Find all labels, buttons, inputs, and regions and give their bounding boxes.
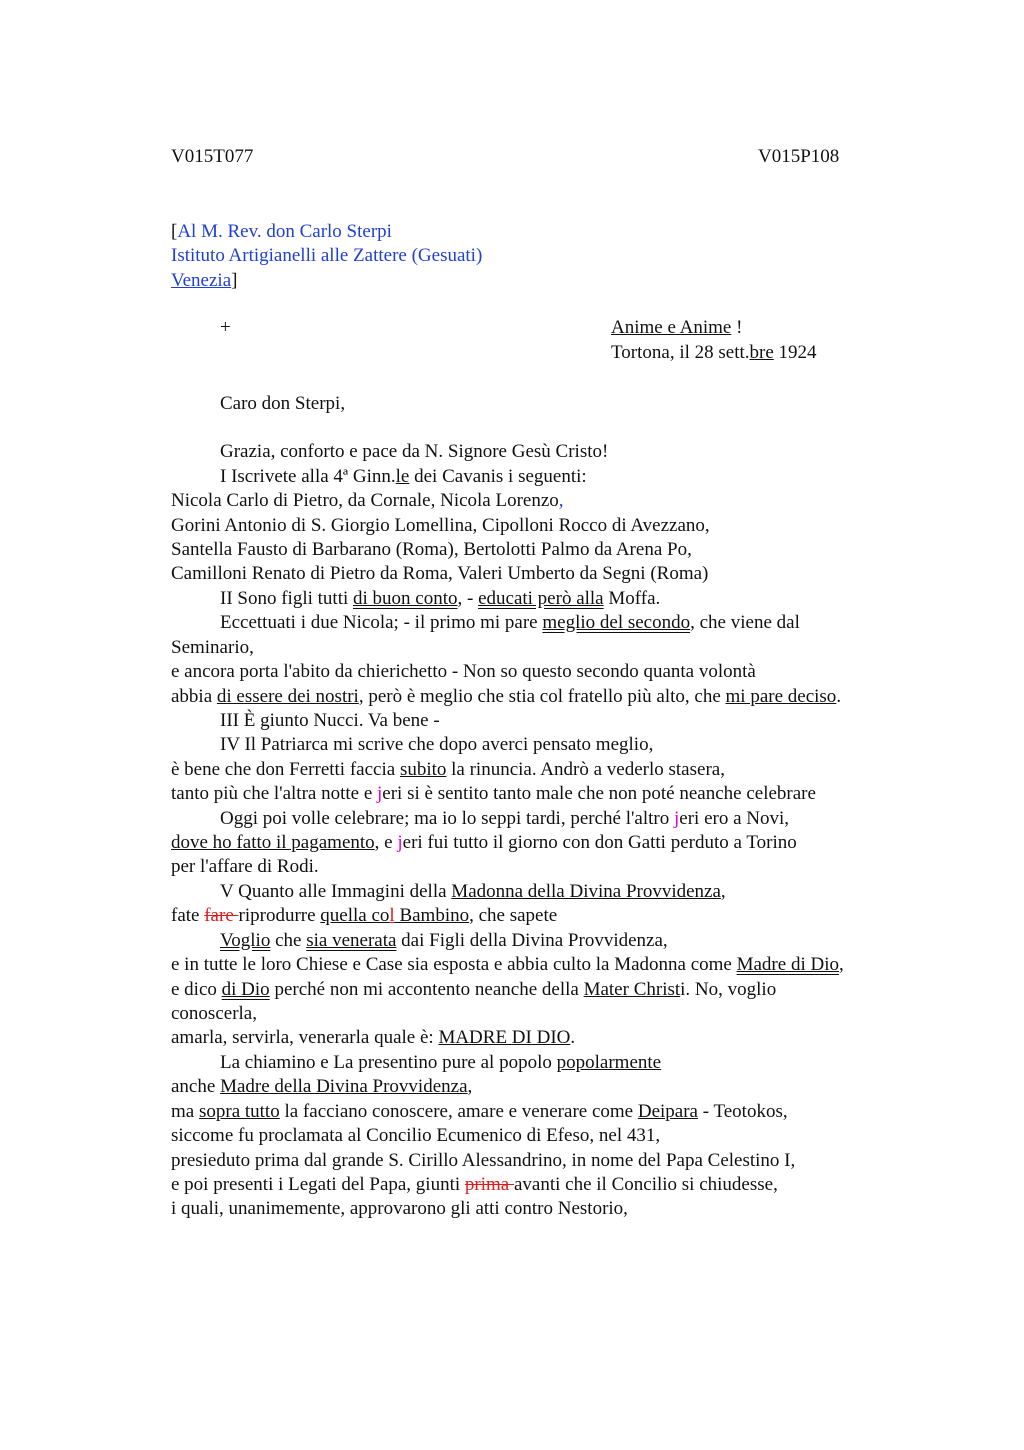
- body-line: conoscerla,: [171, 1003, 257, 1024]
- body-line: e poi presenti i Legati del Papa, giunti prima avanti che il Concilio si chiudesse,: [171, 1174, 778, 1195]
- body-line: IV Il Patriarca mi scrive che dopo averci pensato meglio,: [220, 734, 654, 755]
- body-line: Seminario,: [171, 637, 254, 658]
- body-line: Santella Fausto di Barbarano (Roma), Bertolotti Palmo da Arena Po,: [171, 539, 692, 560]
- address-line-2: Istituto Artigianelli alle Zattere (Gesuati): [171, 245, 483, 266]
- body-line: Gorini Antonio di S. Giorgio Lomellina, Cipolloni Rocco di Avezzano,: [171, 515, 710, 536]
- body-line: tanto più che l'altra notte e jeri si è sentito tanto male che non poté neanche celebrare: [171, 783, 816, 804]
- body-line: presieduto prima dal grande S. Cirillo Alessandrino, in nome del Papa Celestino I,: [171, 1150, 796, 1171]
- document-code-left: V015T077: [171, 146, 254, 167]
- body-line: dove ho fatto il pagamento, e jeri fui tutto il giorno con don Gatti perduto a Torino: [171, 832, 797, 853]
- address-line-3: Venezia]: [171, 270, 238, 291]
- body-line: i quali, unanimemente, approvarono gli atti contro Nestorio,: [171, 1198, 628, 1219]
- body-line: Camilloni Renato di Pietro da Roma, Valeri Umberto da Segni (Roma): [171, 563, 709, 584]
- body-line: Voglio che sia venerata dai Figli della Divina Provvidenza,: [220, 930, 668, 951]
- body-line: V Quanto alle Immagini della Madonna della Divina Provvidenza,: [220, 881, 726, 902]
- body-line: e in tutte le loro Chiese e Case sia esposta e abbia culto la Madonna come Madre di Dio,: [171, 954, 844, 975]
- body-line: I Iscrivete alla 4ª Ginn.le dei Cavanis i seguenti:: [220, 466, 587, 487]
- body-line: Eccettuati i due Nicola; - il primo mi pare meglio del secondo, che viene dal: [220, 612, 800, 633]
- body-line: ma sopra tutto la facciano conoscere, amare e venerare come Deipara - Teotokos,: [171, 1101, 788, 1122]
- body-line: III È giunto Nucci. Va bene -: [220, 710, 440, 731]
- address-line-1: [Al M. Rev. don Carlo Sterpi: [171, 221, 392, 242]
- body-line: Nicola Carlo di Pietro, da Cornale, Nicola Lorenzo,: [171, 490, 564, 511]
- body-line: e dico di Dio perché non mi accontento neanche della Mater Christi. No, voglio: [171, 979, 777, 1000]
- body-line: La chiamino e La presentino pure al popolo popolarmente: [220, 1052, 662, 1073]
- body-line: abbia di essere dei nostri, però è meglio che stia col fratello più alto, che mi pare deciso.: [171, 686, 842, 707]
- body-line: siccome fu proclamata al Concilio Ecumenico di Efeso, nel 431,: [171, 1125, 661, 1146]
- body-line: Grazia, conforto e pace da N. Signore Gesù Cristo!: [220, 441, 609, 462]
- document-code-right: V015P108: [758, 146, 840, 167]
- body-line: II Sono figli tutti di buon conto, - educati però alla Moffa.: [220, 588, 661, 609]
- body-line: e ancora porta l'abito da chierichetto - Non so questo secondo quanta volontà: [171, 661, 756, 682]
- body-line: amarla, servirla, venerarla quale è: MADRE DI DIO.: [171, 1027, 576, 1048]
- body-line: fate fare riprodurre quella col Bambino, che sapete: [171, 905, 558, 926]
- dateline: Tortona, il 28 sett.bre 1924: [611, 342, 817, 363]
- cross-symbol: +: [220, 317, 231, 338]
- salutation: Caro don Sterpi,: [220, 393, 346, 414]
- body-line: per l'affare di Rodi.: [171, 856, 319, 877]
- body-line: Oggi poi volle celebrare; ma io lo seppi tardi, perché l'altro jeri ero a Novi,: [220, 808, 790, 829]
- motto: Anime e Anime !: [611, 317, 743, 338]
- body-line: anche Madre della Divina Provvidenza,: [171, 1076, 473, 1097]
- body-line: è bene che don Ferretti faccia subito la rinuncia. Andrò a vederlo stasera,: [171, 759, 725, 780]
